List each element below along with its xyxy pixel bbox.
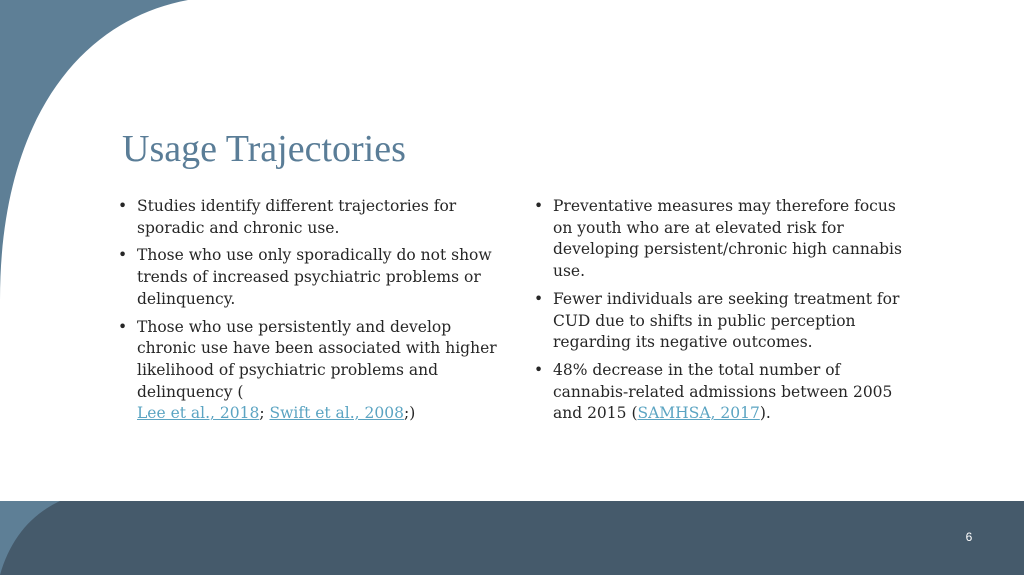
footer-band [0, 501, 1024, 575]
right-bullet-list [534, 196, 914, 431]
citation-link-swift-2008[interactable]: Swift et al., 2008 [269, 404, 404, 423]
right-bullet-3 [534, 360, 914, 425]
citation-tail: ;) [403, 404, 416, 423]
citation-link-samhsa-2017[interactable]: SAMHSA, 2017 [637, 404, 760, 423]
right-bullet-3-text: 48% decrease in the total number of cannabis-related admissions between 2005 and 2015 ( [553, 360, 893, 423]
right-citation-tail: ). [759, 404, 771, 423]
left-bullet-2: • Those who use only sporadically do not show trends of increased psychiatric problems or delinquency. [118, 245, 498, 310]
right-bullet-2: • Fewer individuals are seeking treatment for CUD due to shifts in public perception regarding its negative outcomes. [534, 289, 914, 354]
left-bullet-3-text: Those who use persistently and develop chronic use have been associated with higher likelihood of psychiatric problems and delinquency ( [137, 317, 497, 401]
citation-link-lee-2018[interactable]: Lee et al., 2018 [137, 404, 260, 423]
citation-separator: ; [259, 404, 270, 423]
left-bullet-1: • Studies identify different trajectories for sporadic and chronic use. [118, 196, 498, 239]
left-bullet-3 [118, 317, 498, 426]
slide-title: Usage Trajectories [122, 128, 406, 170]
right-bullet-1: • Preventative measures may therefore focus on youth who are at elevated risk for developing persistent/chronic high cannabis use. [534, 196, 914, 283]
left-bullet-list [118, 196, 498, 431]
page-number: 6 [965, 530, 973, 544]
